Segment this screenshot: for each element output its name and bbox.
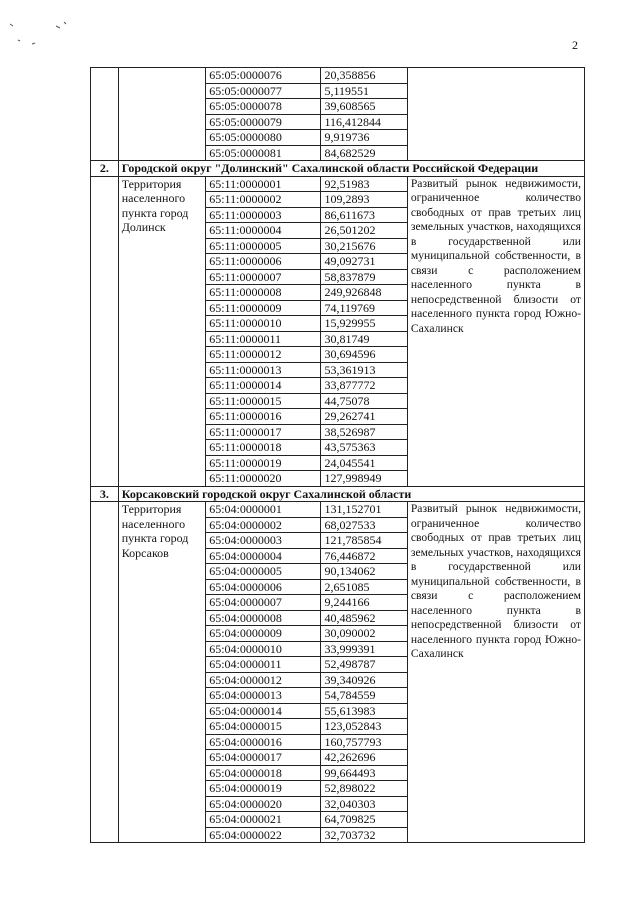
territory-cell: Территория населенного пункта город Корсаков	[118, 502, 205, 843]
area-value: 64,709825	[321, 812, 407, 828]
area-value: 30,215676	[321, 238, 407, 254]
area-value: 54,784559	[321, 688, 407, 704]
cadastral-number: 65:11:0000003	[206, 207, 321, 223]
cadastral-number: 65:04:0000016	[206, 734, 321, 750]
area-value: 84,682529	[321, 145, 407, 161]
area-value: 5,119551	[321, 83, 407, 99]
area-value: 39,340926	[321, 672, 407, 688]
section-number: 3.	[91, 486, 119, 502]
area-value: 42,262696	[321, 750, 407, 766]
cadastral-number: 65:04:0000005	[206, 564, 321, 580]
area-value: 55,613983	[321, 703, 407, 719]
cadastral-number: 65:11:0000008	[206, 285, 321, 301]
table-row	[91, 68, 585, 84]
area-value: 116,412844	[321, 114, 407, 130]
area-value: 30,090002	[321, 626, 407, 642]
area-value: 26,501202	[321, 223, 407, 239]
cadastral-number: 65:11:0000002	[206, 192, 321, 208]
reason-cell	[407, 68, 584, 161]
area-value: 76,446872	[321, 548, 407, 564]
cadastral-number: 65:11:0000007	[206, 269, 321, 285]
cadastral-number: 65:11:0000004	[206, 223, 321, 239]
table-row	[91, 502, 585, 518]
area-value: 121,785854	[321, 533, 407, 549]
section-number: 2.	[91, 161, 119, 177]
cadastral-number: 65:11:0000018	[206, 440, 321, 456]
area-value: 32,040303	[321, 796, 407, 812]
area-value: 52,498787	[321, 657, 407, 673]
area-value: 53,361913	[321, 362, 407, 378]
cadastral-number: 65:04:0000013	[206, 688, 321, 704]
area-value: 131,152701	[321, 502, 407, 518]
area-value: 40,485962	[321, 610, 407, 626]
cadastral-number: 65:04:0000009	[206, 626, 321, 642]
cadastral-number: 65:04:0000022	[206, 827, 321, 843]
cadastral-number: 65:11:0000019	[206, 455, 321, 471]
cadastral-number: 65:04:0000001	[206, 502, 321, 518]
number-cell	[91, 68, 119, 161]
cadastral-number: 65:11:0000005	[206, 238, 321, 254]
territory-cell	[118, 68, 205, 161]
cadastral-number: 65:11:0000001	[206, 176, 321, 192]
area-value: 38,526987	[321, 424, 407, 440]
cadastral-number: 65:04:0000011	[206, 657, 321, 673]
land-table	[90, 67, 585, 843]
cadastral-number: 65:11:0000020	[206, 471, 321, 487]
area-value: 30,81749	[321, 331, 407, 347]
cadastral-number: 65:11:0000006	[206, 254, 321, 270]
area-value: 43,575363	[321, 440, 407, 456]
cadastral-number: 65:04:0000008	[206, 610, 321, 626]
scan-artifact-marks	[8, 18, 88, 58]
area-value: 58,837879	[321, 269, 407, 285]
territory-cell: Территория населенного пункта город Долинск	[118, 176, 205, 486]
area-value: 86,611673	[321, 207, 407, 223]
cadastral-number: 65:04:0000018	[206, 765, 321, 781]
area-value: 68,027533	[321, 517, 407, 533]
area-value: 39,608565	[321, 99, 407, 115]
cadastral-number: 65:04:0000019	[206, 781, 321, 797]
cadastral-number: 65:11:0000017	[206, 424, 321, 440]
area-value: 90,134062	[321, 564, 407, 580]
area-value: 92,51983	[321, 176, 407, 192]
cadastral-number: 65:11:0000010	[206, 316, 321, 332]
area-value: 2,651085	[321, 579, 407, 595]
cadastral-number: 65:04:0000012	[206, 672, 321, 688]
cadastral-number: 65:04:0000015	[206, 719, 321, 735]
number-cell	[91, 176, 119, 486]
area-value: 15,929955	[321, 316, 407, 332]
number-cell	[91, 502, 119, 843]
area-value: 99,664493	[321, 765, 407, 781]
area-value: 33,877772	[321, 378, 407, 394]
cadastral-number: 65:05:0000079	[206, 114, 321, 130]
area-value: 29,262741	[321, 409, 407, 425]
cadastral-number: 65:05:0000076	[206, 68, 321, 84]
cadastral-number: 65:05:0000078	[206, 99, 321, 115]
area-value: 33,999391	[321, 641, 407, 657]
area-value: 49,092731	[321, 254, 407, 270]
cadastral-number: 65:05:0000077	[206, 83, 321, 99]
cadastral-number: 65:04:0000004	[206, 548, 321, 564]
area-value: 30,694596	[321, 347, 407, 363]
area-value: 20,358856	[321, 68, 407, 84]
cadastral-number: 65:11:0000014	[206, 378, 321, 394]
cadastral-number: 65:11:0000013	[206, 362, 321, 378]
cadastral-number: 65:11:0000011	[206, 331, 321, 347]
cadastral-number: 65:04:0000017	[206, 750, 321, 766]
section-title: Городской округ "Долинский" Сахалинской области Российской Федерации	[118, 161, 584, 177]
area-value: 24,045541	[321, 455, 407, 471]
cadastral-number: 65:04:0000014	[206, 703, 321, 719]
area-value: 9,244166	[321, 595, 407, 611]
area-value: 123,052843	[321, 719, 407, 735]
table-row	[91, 176, 585, 192]
cadastral-number: 65:05:0000080	[206, 130, 321, 146]
area-value: 249,926848	[321, 285, 407, 301]
area-value: 160,757793	[321, 734, 407, 750]
area-value: 74,119769	[321, 300, 407, 316]
cadastral-number: 65:04:0000010	[206, 641, 321, 657]
cadastral-number: 65:05:0000081	[206, 145, 321, 161]
reason-cell: Развитый рынок недвижимости, ограниченное количество свободных от прав третьих лиц земельных участков, находящихся в государственной или муниципальной собственности, в связи с расположением населенного пункта в непосредственной близости от населенного пункта город Южно-Сахалинск	[407, 502, 584, 843]
section-header-row	[91, 161, 585, 177]
section-header-row	[91, 486, 585, 502]
cadastral-number: 65:04:0000003	[206, 533, 321, 549]
area-value: 127,998949	[321, 471, 407, 487]
area-value: 9,919736	[321, 130, 407, 146]
cadastral-number: 65:11:0000012	[206, 347, 321, 363]
cadastral-number: 65:04:0000020	[206, 796, 321, 812]
cadastral-number: 65:04:0000021	[206, 812, 321, 828]
section-title: Корсаковский городской округ Сахалинской области	[118, 486, 584, 502]
area-value: 52,898022	[321, 781, 407, 797]
cadastral-number: 65:11:0000015	[206, 393, 321, 409]
area-value: 32,703732	[321, 827, 407, 843]
cadastral-number: 65:04:0000007	[206, 595, 321, 611]
area-value: 44,75078	[321, 393, 407, 409]
cadastral-number: 65:11:0000009	[206, 300, 321, 316]
cadastral-number: 65:04:0000006	[206, 579, 321, 595]
cadastral-number: 65:11:0000016	[206, 409, 321, 425]
area-value: 109,2893	[321, 192, 407, 208]
cadastral-number: 65:04:0000002	[206, 517, 321, 533]
reason-cell: Развитый рынок недвижимости, ограниченное количество свободных от прав третьих лиц земельных участков, находящихся в государственной или муниципальной собственности, в связи с расположением населенного пункта в непосредственной близости от населенного пункта город Южно-Сахалинск	[407, 176, 584, 486]
page-number: 2	[572, 38, 578, 52]
